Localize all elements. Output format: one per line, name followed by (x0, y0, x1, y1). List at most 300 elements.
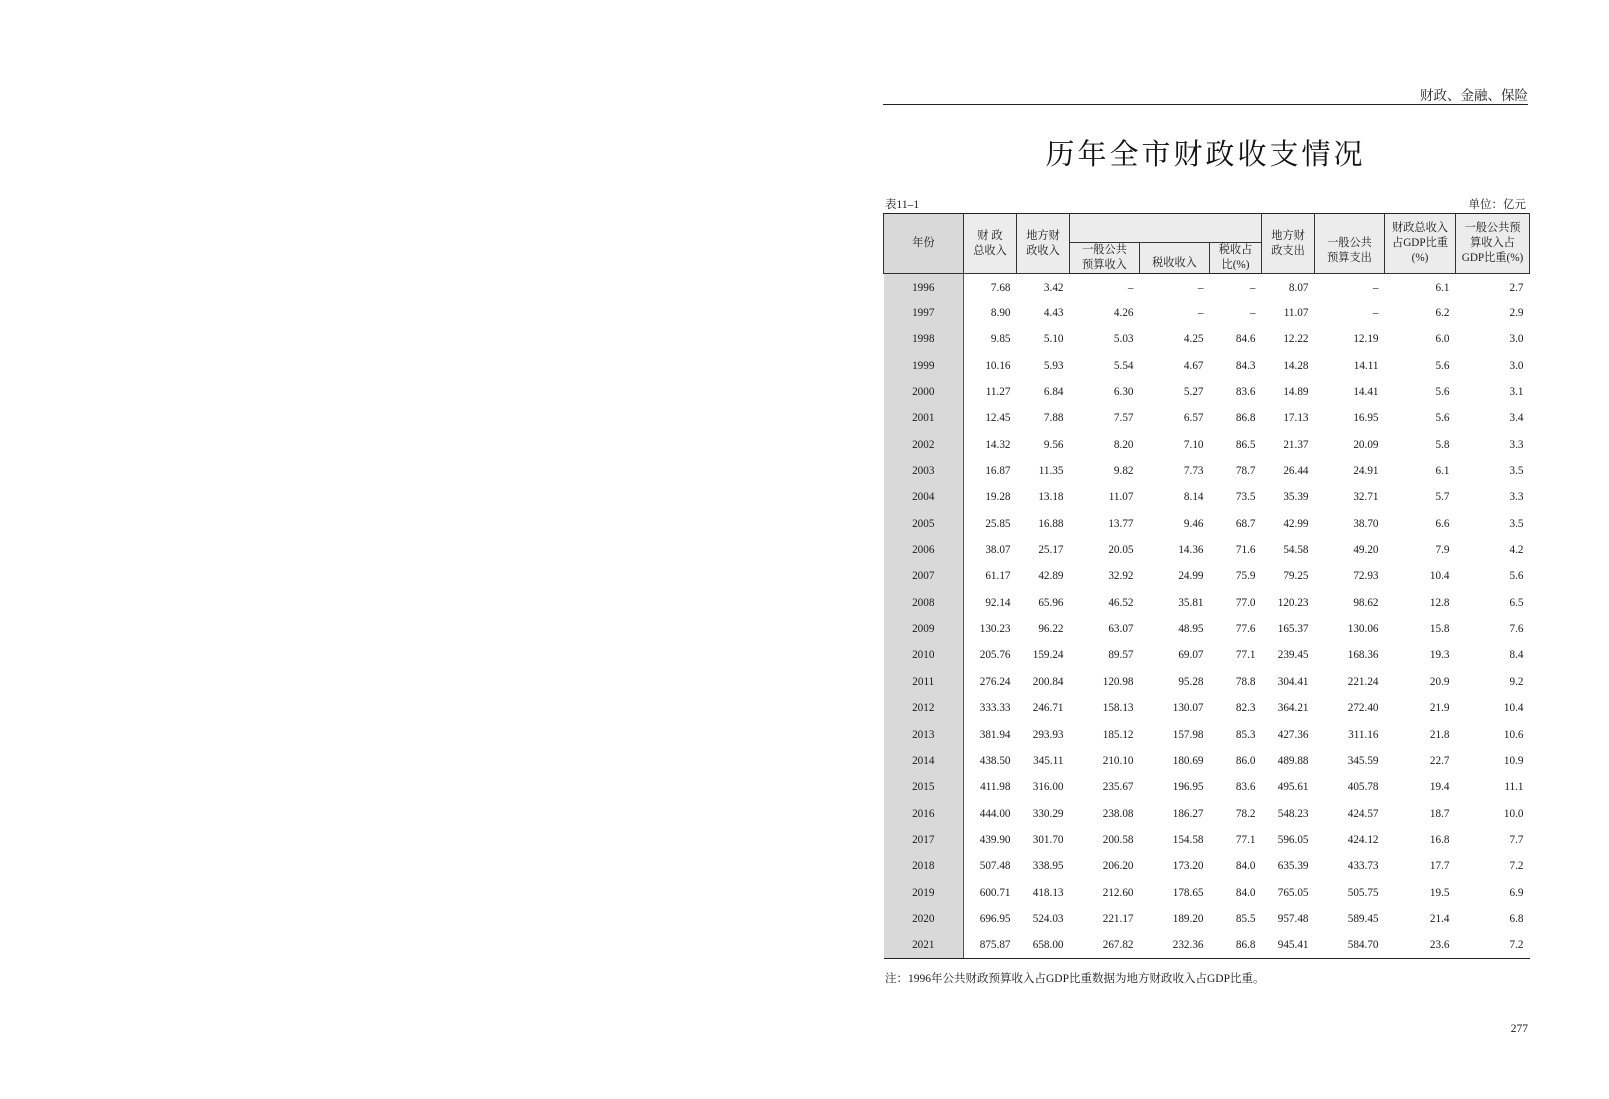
cell-local-expenditure: 489.88 (1277, 754, 1309, 767)
cell-tax-share: – (1249, 281, 1256, 294)
cell-budget-revenue: 206.20 (1102, 860, 1134, 873)
col-header-group-blank (1070, 214, 1262, 243)
table-row (884, 853, 1530, 879)
cell-tax-share: 84.0 (1235, 886, 1256, 899)
cell-tax-revenue: 48.95 (1178, 623, 1204, 636)
cell-total-revenue: 10.16 (985, 359, 1011, 372)
cell-total-revenue: 9.85 (990, 333, 1011, 346)
cell-local-expenditure: 165.37 (1277, 623, 1309, 636)
cell-budget-expenditure: 14.11 (1353, 359, 1379, 372)
cell-year: 2009 (884, 616, 964, 642)
cell-local-expenditure: 364.21 (1277, 702, 1309, 715)
cell-year: 2014 (884, 748, 964, 774)
cell-budget-revenue: 221.17 (1102, 912, 1134, 925)
table-row (884, 379, 1530, 405)
cell-year: 2020 (884, 906, 964, 932)
table-row (884, 458, 1530, 484)
cell-revenue-gdp-ratio: 23.6 (1385, 932, 1456, 958)
cell-budget-revenue: 5.03 (1113, 333, 1134, 346)
cell-total-revenue: 444.00 (979, 807, 1011, 820)
cell-local-revenue: 25.17 (1038, 544, 1064, 557)
cell-tax-share: 78.2 (1235, 807, 1256, 820)
cell-year: 2016 (884, 800, 964, 826)
cell-budget-revenue: 63.07 (1108, 623, 1134, 636)
cell-local-revenue: 418.13 (1032, 886, 1064, 899)
cell-tax-revenue: 232.36 (1140, 932, 1210, 958)
cell-total-revenue: 439.90 (979, 833, 1011, 846)
cell-local-revenue: 42.89 (1038, 570, 1064, 583)
cell-budget-revenue: 267.82 (1070, 932, 1140, 958)
table-row (884, 642, 1530, 668)
cell-local-expenditure: 12.22 (1283, 333, 1309, 346)
cell-total-revenue: 438.50 (979, 754, 1011, 767)
cell-total-revenue: 19.28 (985, 491, 1011, 504)
cell-revenue-gdp-ratio: 5.6 (1435, 386, 1450, 399)
table-row (884, 274, 1530, 300)
cell-local-expenditure: 21.37 (1283, 438, 1309, 451)
cell-budget-gdp-ratio: 6.5 (1509, 596, 1524, 609)
cell-budget-expenditure: 72.93 (1353, 570, 1379, 583)
cell-tax-share: – (1249, 307, 1256, 320)
cell-local-expenditure: 79.25 (1283, 570, 1309, 583)
cell-tax-share: 77.1 (1235, 649, 1256, 662)
cell-tax-revenue: 69.07 (1178, 649, 1204, 662)
cell-budget-revenue: 6.30 (1113, 386, 1134, 399)
cell-year: 1999 (884, 353, 964, 379)
cell-year: 2019 (884, 879, 964, 905)
cell-local-revenue: 301.70 (1032, 833, 1064, 846)
cell-budget-expenditure: 32.71 (1353, 491, 1379, 504)
page-title: 历年全市财政收支情况 (1045, 139, 1366, 171)
table-row (884, 405, 1530, 431)
cell-tax-share: 77.0 (1235, 596, 1256, 609)
cell-budget-revenue: 212.60 (1102, 886, 1134, 899)
cell-year: 2004 (884, 484, 964, 510)
table-row (884, 932, 1530, 958)
cell-budget-expenditure: 424.57 (1347, 807, 1379, 820)
cell-year: 2003 (884, 458, 964, 484)
table-row (884, 537, 1530, 563)
cell-tax-share: 83.6 (1235, 781, 1256, 794)
cell-tax-revenue: 7.10 (1183, 438, 1204, 451)
cell-tax-revenue: – (1197, 307, 1204, 320)
cell-budget-expenditure: 12.19 (1353, 333, 1379, 346)
cell-budget-gdp-ratio: 3.4 (1509, 412, 1524, 425)
cell-local-expenditure: 8.07 (1288, 281, 1309, 294)
col-header-tax-revenue: 税收收入 (1140, 243, 1210, 274)
cell-budget-gdp-ratio: 3.3 (1509, 438, 1524, 451)
cell-budget-revenue: 7.57 (1113, 412, 1134, 425)
cell-budget-gdp-ratio: 3.5 (1509, 517, 1524, 530)
cell-tax-share: 86.8 (1210, 932, 1262, 958)
cell-tax-share: 86.0 (1235, 754, 1256, 767)
cell-year: 2021 (884, 932, 964, 958)
cell-revenue-gdp-ratio: 19.5 (1429, 886, 1450, 899)
cell-tax-revenue: 9.46 (1183, 517, 1204, 530)
cell-budget-gdp-ratio: 10.9 (1503, 754, 1524, 767)
cell-tax-revenue: 24.99 (1178, 570, 1204, 583)
cell-local-expenditure: 11.07 (1283, 307, 1309, 320)
cell-tax-revenue: 189.20 (1172, 912, 1204, 925)
cell-budget-gdp-ratio: 11.1 (1504, 781, 1524, 794)
cell-budget-gdp-ratio: 10.6 (1503, 728, 1524, 741)
cell-tax-share: 84.6 (1235, 333, 1256, 346)
finance-table (883, 213, 1530, 959)
table-row (884, 879, 1530, 905)
cell-budget-expenditure: 168.36 (1347, 649, 1379, 662)
cell-budget-expenditure: 505.75 (1347, 886, 1379, 899)
cell-year: 2012 (884, 695, 964, 721)
cell-local-revenue: 5.10 (1043, 333, 1064, 346)
table-row (884, 906, 1530, 932)
cell-local-revenue: 13.18 (1038, 491, 1064, 504)
cell-tax-revenue: 4.25 (1183, 333, 1204, 346)
cell-budget-gdp-ratio: 3.5 (1509, 465, 1524, 478)
table-row (884, 563, 1530, 589)
cell-budget-revenue: 89.57 (1108, 649, 1134, 662)
cell-revenue-gdp-ratio: 5.6 (1435, 359, 1450, 372)
cell-year: 2017 (884, 827, 964, 853)
cell-local-expenditure: 495.61 (1277, 781, 1309, 794)
cell-year: 2002 (884, 432, 964, 458)
cell-tax-share: 77.1 (1235, 833, 1256, 846)
cell-local-revenue: 159.24 (1032, 649, 1064, 662)
cell-tax-share: 85.5 (1235, 912, 1256, 925)
cell-local-revenue: 96.22 (1038, 623, 1064, 636)
cell-budget-gdp-ratio: 9.2 (1509, 675, 1524, 688)
cell-revenue-gdp-ratio: 6.1 (1435, 465, 1450, 478)
cell-year: 2007 (884, 563, 964, 589)
cell-budget-gdp-ratio: 6.9 (1509, 886, 1524, 899)
cell-local-revenue: 338.95 (1032, 860, 1064, 873)
cell-revenue-gdp-ratio: 19.4 (1429, 781, 1450, 794)
cell-budget-revenue: 11.07 (1108, 491, 1134, 504)
table-row (884, 669, 1530, 695)
cell-local-revenue: 316.00 (1032, 781, 1064, 794)
cell-local-expenditure: 304.41 (1277, 675, 1309, 688)
cell-budget-revenue: 46.52 (1108, 596, 1134, 609)
cell-revenue-gdp-ratio: 20.9 (1429, 675, 1450, 688)
unit-label: 单位：亿元 (1468, 199, 1526, 211)
cell-local-expenditure: 14.89 (1283, 386, 1309, 399)
cell-budget-expenditure: 433.73 (1347, 860, 1379, 873)
cell-total-revenue: 381.94 (979, 728, 1011, 741)
cell-total-revenue: 276.24 (979, 675, 1011, 688)
cell-year: 2010 (884, 642, 964, 668)
table-row (884, 800, 1530, 826)
cell-budget-expenditure: 345.59 (1347, 754, 1379, 767)
cell-year: 2011 (884, 669, 964, 695)
cell-revenue-gdp-ratio: 16.8 (1429, 833, 1450, 846)
cell-total-revenue: 130.23 (979, 623, 1011, 636)
cell-budget-gdp-ratio: 8.4 (1509, 649, 1524, 662)
cell-budget-expenditure: 424.12 (1347, 833, 1379, 846)
cell-local-revenue: 4.43 (1043, 307, 1064, 320)
cell-local-revenue: 658.00 (1017, 932, 1070, 958)
cell-budget-gdp-ratio: 7.7 (1509, 833, 1524, 846)
cell-tax-share: 83.6 (1235, 386, 1256, 399)
cell-budget-gdp-ratio: 7.6 (1509, 623, 1524, 636)
cell-local-expenditure: 596.05 (1277, 833, 1309, 846)
cell-total-revenue: 7.68 (990, 281, 1011, 294)
cell-budget-expenditure: 20.09 (1353, 438, 1379, 451)
table-row (884, 511, 1530, 537)
cell-budget-revenue: 9.82 (1113, 465, 1134, 478)
cell-tax-revenue: 196.95 (1172, 781, 1204, 794)
table-row (884, 721, 1530, 747)
cell-budget-gdp-ratio: 5.6 (1509, 570, 1524, 583)
cell-total-revenue: 411.98 (980, 781, 1011, 794)
cell-tax-share: 78.7 (1235, 465, 1256, 478)
cell-local-revenue: 246.71 (1032, 702, 1064, 715)
cell-local-expenditure: 42.99 (1283, 517, 1309, 530)
cell-local-revenue: 293.93 (1032, 728, 1064, 741)
cell-tax-revenue: 8.14 (1183, 491, 1204, 504)
cell-local-revenue: 16.88 (1038, 517, 1064, 530)
cell-local-revenue: 6.84 (1043, 386, 1064, 399)
cell-year: 2018 (884, 853, 964, 879)
table-row (884, 300, 1530, 326)
cell-budget-revenue: 8.20 (1113, 438, 1134, 451)
col-header-revenue-gdp-ratio: 财政总收入 占GDP比重 (%) (1385, 214, 1456, 274)
cell-tax-share: 78.8 (1235, 675, 1256, 688)
col-header-tax-share: 税收占 比(%) (1210, 243, 1262, 274)
cell-total-revenue: 38.07 (985, 544, 1011, 557)
cell-total-revenue: 14.32 (985, 438, 1011, 451)
cell-budget-gdp-ratio: 3.3 (1509, 491, 1524, 504)
table-row (884, 590, 1530, 616)
cell-tax-revenue: 6.57 (1183, 412, 1204, 425)
cell-local-revenue: 3.42 (1043, 281, 1064, 294)
cell-revenue-gdp-ratio: 21.9 (1429, 702, 1450, 715)
cell-budget-expenditure: – (1372, 281, 1379, 294)
cell-tax-share: 75.9 (1235, 570, 1256, 583)
table-row (884, 484, 1530, 510)
cell-budget-gdp-ratio: 3.0 (1509, 333, 1524, 346)
table-row (884, 432, 1530, 458)
cell-budget-expenditure: 130.06 (1347, 623, 1379, 636)
cell-revenue-gdp-ratio: 5.6 (1435, 412, 1450, 425)
cell-tax-revenue: 5.27 (1183, 386, 1204, 399)
cell-budget-revenue: 13.77 (1108, 517, 1134, 530)
cell-budget-revenue: 20.05 (1108, 544, 1134, 557)
cell-budget-expenditure: 584.70 (1315, 932, 1385, 958)
cell-local-revenue: 5.93 (1043, 359, 1064, 372)
cell-budget-gdp-ratio: 2.9 (1509, 307, 1524, 320)
cell-tax-share: 82.3 (1235, 702, 1256, 715)
cell-local-expenditure: 26.44 (1283, 465, 1309, 478)
cell-tax-revenue: 157.98 (1172, 728, 1204, 741)
cell-revenue-gdp-ratio: 6.6 (1435, 517, 1450, 530)
header-rule (883, 104, 1528, 105)
cell-local-revenue: 200.84 (1032, 675, 1064, 688)
cell-total-revenue: 11.27 (985, 386, 1011, 399)
cell-total-revenue: 61.17 (985, 570, 1011, 583)
cell-year: 1997 (884, 300, 964, 326)
cell-revenue-gdp-ratio: 10.4 (1429, 570, 1450, 583)
cell-total-revenue: 16.87 (985, 465, 1011, 478)
table-note: 注：1996年公共财政预算收入占GDP比重数据为地方财政收入占GDP比重。 (885, 973, 1265, 985)
cell-tax-share: 86.8 (1235, 412, 1256, 425)
cell-total-revenue: 507.48 (979, 860, 1011, 873)
cell-year: 2013 (884, 721, 964, 747)
cell-tax-share: 71.6 (1235, 544, 1256, 557)
cell-budget-expenditure: 221.24 (1347, 675, 1379, 688)
cell-year: 2000 (884, 379, 964, 405)
table-number: 表11–1 (885, 199, 920, 211)
cell-tax-share: 86.5 (1235, 438, 1256, 451)
cell-revenue-gdp-ratio: 6.0 (1435, 333, 1450, 346)
cell-tax-share: 84.0 (1235, 860, 1256, 873)
page-number: 277 (1510, 1023, 1528, 1035)
cell-budget-expenditure: – (1372, 307, 1379, 320)
cell-budget-expenditure: 16.95 (1353, 412, 1379, 425)
cell-budget-expenditure: 14.41 (1353, 386, 1379, 399)
cell-budget-expenditure: 49.20 (1353, 544, 1379, 557)
cell-local-expenditure: 120.23 (1277, 596, 1309, 609)
col-header-total-revenue: 财 政 总收入 (964, 214, 1017, 274)
table-row (884, 695, 1530, 721)
cell-total-revenue: 696.95 (979, 912, 1011, 925)
cell-local-expenditure: 17.13 (1283, 412, 1309, 425)
cell-tax-revenue: 178.65 (1172, 886, 1204, 899)
cell-budget-expenditure: 38.70 (1353, 517, 1379, 530)
cell-budget-revenue: 5.54 (1113, 359, 1134, 372)
cell-year: 2001 (884, 405, 964, 431)
cell-revenue-gdp-ratio: 17.7 (1429, 860, 1450, 873)
cell-tax-revenue: 35.81 (1178, 596, 1204, 609)
col-header-budget-expenditure: 一般公共 预算支出 (1315, 214, 1385, 274)
cell-year: 1998 (884, 326, 964, 352)
cell-local-expenditure: 35.39 (1283, 491, 1309, 504)
cell-revenue-gdp-ratio: 6.2 (1435, 307, 1450, 320)
cell-budget-gdp-ratio: 3.0 (1509, 359, 1524, 372)
table-row (884, 748, 1530, 774)
cell-local-revenue: 11.35 (1038, 465, 1064, 478)
cell-budget-gdp-ratio: 4.2 (1509, 544, 1524, 557)
cell-year: 1996 (884, 274, 964, 300)
cell-revenue-gdp-ratio: 15.8 (1429, 623, 1450, 636)
cell-tax-revenue: 186.27 (1172, 807, 1204, 820)
col-header-local-expenditure: 地方财 政支出 (1262, 214, 1315, 274)
cell-local-expenditure: 548.23 (1277, 807, 1309, 820)
cell-budget-expenditure: 98.62 (1353, 596, 1379, 609)
cell-budget-revenue: 238.08 (1102, 807, 1134, 820)
table-row (884, 616, 1530, 642)
cell-budget-revenue: 4.26 (1113, 307, 1134, 320)
cell-tax-share: 85.3 (1235, 728, 1256, 741)
cell-tax-share: 84.3 (1235, 359, 1256, 372)
cell-tax-revenue: – (1197, 281, 1204, 294)
cell-budget-gdp-ratio: 6.8 (1509, 912, 1524, 925)
cell-year: 2005 (884, 511, 964, 537)
cell-tax-revenue: 14.36 (1178, 544, 1204, 557)
cell-revenue-gdp-ratio: 5.8 (1435, 438, 1450, 451)
cell-total-revenue: 333.33 (979, 702, 1011, 715)
cell-tax-revenue: 180.69 (1172, 754, 1204, 767)
cell-budget-gdp-ratio: 7.2 (1456, 932, 1530, 958)
cell-local-revenue: 524.03 (1032, 912, 1064, 925)
cell-budget-revenue: 32.92 (1108, 570, 1134, 583)
cell-total-revenue: 8.90 (990, 307, 1011, 320)
cell-total-revenue: 12.45 (985, 412, 1011, 425)
cell-revenue-gdp-ratio: 12.8 (1429, 596, 1450, 609)
col-header-budget-revenue: 一般公共 预算收入 (1070, 243, 1140, 274)
cell-budget-revenue: 158.13 (1102, 702, 1134, 715)
cell-budget-expenditure: 24.91 (1353, 465, 1379, 478)
cell-year: 2015 (884, 774, 964, 800)
col-header-budget-gdp-ratio: 一般公共预 算收入占 GDP比重(%) (1456, 214, 1530, 274)
cell-local-expenditure: 945.41 (1262, 932, 1315, 958)
cell-tax-revenue: 95.28 (1178, 675, 1204, 688)
cell-budget-revenue: 120.98 (1102, 675, 1134, 688)
cell-local-expenditure: 765.05 (1277, 886, 1309, 899)
cell-tax-revenue: 7.73 (1183, 465, 1204, 478)
cell-tax-share: 77.6 (1235, 623, 1256, 636)
cell-local-revenue: 345.11 (1033, 754, 1064, 767)
cell-year: 2006 (884, 537, 964, 563)
cell-local-expenditure: 14.28 (1283, 359, 1309, 372)
cell-local-revenue: 330.29 (1032, 807, 1064, 820)
col-header-year: 年份 (884, 214, 964, 274)
cell-budget-expenditure: 405.78 (1347, 781, 1379, 794)
cell-local-expenditure: 427.36 (1277, 728, 1309, 741)
cell-budget-gdp-ratio: 3.1 (1509, 386, 1524, 399)
cell-budget-expenditure: 272.40 (1347, 702, 1379, 715)
cell-budget-revenue: 235.67 (1102, 781, 1134, 794)
cell-local-revenue: 7.88 (1043, 412, 1064, 425)
cell-budget-revenue: 185.12 (1102, 728, 1134, 741)
cell-budget-revenue: – (1127, 281, 1134, 294)
cell-local-revenue: 9.56 (1043, 438, 1064, 451)
cell-revenue-gdp-ratio: 21.8 (1429, 728, 1450, 741)
cell-total-revenue: 25.85 (985, 517, 1011, 530)
running-head: 财政、金融、保险 (1420, 88, 1528, 104)
cell-local-expenditure: 635.39 (1277, 860, 1309, 873)
cell-revenue-gdp-ratio: 5.7 (1435, 491, 1450, 504)
cell-total-revenue: 92.14 (985, 596, 1011, 609)
cell-local-expenditure: 957.48 (1277, 912, 1309, 925)
cell-total-revenue: 205.76 (979, 649, 1011, 662)
cell-tax-revenue: 130.07 (1172, 702, 1204, 715)
table-row (884, 353, 1530, 379)
cell-budget-gdp-ratio: 10.0 (1503, 807, 1524, 820)
cell-revenue-gdp-ratio: 21.4 (1429, 912, 1450, 925)
cell-revenue-gdp-ratio: 18.7 (1429, 807, 1450, 820)
col-header-local-revenue: 地方财 政收入 (1017, 214, 1070, 274)
cell-tax-share: 68.7 (1235, 517, 1256, 530)
cell-budget-revenue: 200.58 (1102, 833, 1134, 846)
cell-year: 2008 (884, 590, 964, 616)
cell-tax-revenue: 154.58 (1172, 833, 1204, 846)
cell-revenue-gdp-ratio: 7.9 (1435, 544, 1450, 557)
cell-total-revenue: 600.71 (979, 886, 1011, 899)
table-row (884, 774, 1530, 800)
cell-budget-gdp-ratio: 2.7 (1509, 281, 1524, 294)
cell-revenue-gdp-ratio: 22.7 (1429, 754, 1450, 767)
table-row (884, 326, 1530, 352)
cell-tax-revenue: 4.67 (1183, 359, 1204, 372)
cell-revenue-gdp-ratio: 6.1 (1435, 281, 1450, 294)
cell-local-revenue: 65.96 (1038, 596, 1064, 609)
table-row (884, 827, 1530, 853)
cell-total-revenue: 875.87 (964, 932, 1017, 958)
cell-budget-gdp-ratio: 10.4 (1503, 702, 1524, 715)
cell-revenue-gdp-ratio: 19.3 (1429, 649, 1450, 662)
cell-tax-revenue: 173.20 (1172, 860, 1204, 873)
cell-local-expenditure: 54.58 (1283, 544, 1309, 557)
cell-tax-share: 73.5 (1235, 491, 1256, 504)
